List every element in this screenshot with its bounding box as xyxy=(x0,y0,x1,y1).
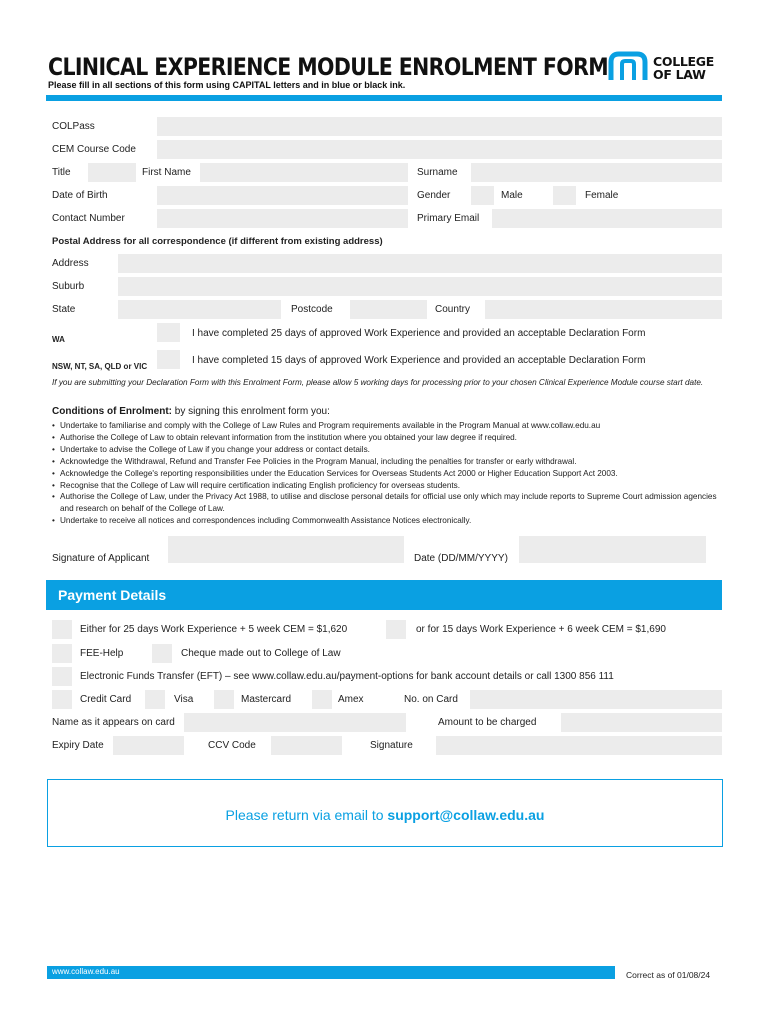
address-label: Address xyxy=(52,258,89,269)
college-logo-icon xyxy=(608,50,648,86)
postcode-field[interactable] xyxy=(350,300,427,319)
cem-code-label: CEM Course Code xyxy=(52,144,136,155)
dob-label: Date of Birth xyxy=(52,190,108,201)
conditions-heading xyxy=(52,406,330,417)
conditions-list xyxy=(52,420,722,527)
suburb-field[interactable] xyxy=(118,277,722,296)
country-field[interactable] xyxy=(485,300,722,319)
expiry-field[interactable] xyxy=(113,736,184,755)
visa-checkbox[interactable] xyxy=(145,690,165,709)
condition-item: • Undertake to receive all notices and correspondences including Commonwealth Assistance Notices electronically. xyxy=(52,515,722,527)
applicant-signature-label: Signature of Applicant xyxy=(52,553,150,564)
condition-item: • Undertake to advise the College of Law if you change your address or contact details. xyxy=(52,444,722,456)
form-subtitle: Please fill in all sections of this form using CAPITAL letters and in blue or black ink. xyxy=(48,80,406,90)
date-label: Date (DD/MM/YYYY) xyxy=(414,553,508,564)
condition-item: • Acknowledge the Withdrawal, Refund and Transfer Fee Policies in the Program Manual, including the penalties for transfer or early withdrawal. xyxy=(52,456,722,468)
option-15-days-checkbox[interactable] xyxy=(386,620,406,639)
eft-label: Electronic Funds Transfer (EFT) – see www.collaw.edu.au/payment-options for bank account details or call 1300 856 111 xyxy=(80,671,614,682)
mastercard-label: Mastercard xyxy=(241,694,292,705)
return-text: Please return via email to xyxy=(225,807,388,823)
email-label: Primary Email xyxy=(417,213,480,224)
logo-text-line1: COLLEGE xyxy=(653,54,714,69)
surname-label: Surname xyxy=(417,167,458,178)
ccv-field[interactable] xyxy=(271,736,342,755)
footer-url[interactable]: www.collaw.edu.au xyxy=(47,966,615,979)
postal-heading: Postal Address for all correspondence (if different from existing address) xyxy=(52,236,383,247)
contact-label: Contact Number xyxy=(52,213,125,224)
address-field[interactable] xyxy=(118,254,722,273)
other-states-checkbox[interactable] xyxy=(157,350,180,369)
title-label: Title xyxy=(52,167,71,178)
first-name-label: First Name xyxy=(142,167,191,178)
state-label: State xyxy=(52,304,76,315)
surname-field[interactable] xyxy=(471,163,722,182)
card-number-field[interactable] xyxy=(470,690,722,709)
state-field[interactable] xyxy=(118,300,281,319)
ccv-label: CCV Code xyxy=(208,740,256,751)
declaration-note: If you are submitting your Declaration Form with this Enrolment Form, please allow 5 working days for processing prior to your chosen Clinical Experience Module course start date. xyxy=(52,378,704,387)
dob-field[interactable] xyxy=(157,186,408,205)
colpass-field[interactable] xyxy=(157,117,722,136)
option-25-days-label: Either for 25 days Work Experience + 5 week CEM = $1,620 xyxy=(80,624,348,635)
card-number-label: No. on Card xyxy=(404,694,458,705)
payment-signature-field[interactable] xyxy=(436,736,722,755)
other-states-label: NSW, NT, SA, QLD or VIC xyxy=(52,362,148,371)
mastercard-checkbox[interactable] xyxy=(214,690,234,709)
eft-checkbox[interactable] xyxy=(52,667,72,686)
conditions-heading-rest: by signing this enrolment form you: xyxy=(172,406,330,417)
cem-code-field[interactable] xyxy=(157,140,722,159)
amex-checkbox[interactable] xyxy=(312,690,332,709)
footer-date: Correct as of 01/08/24 xyxy=(626,970,711,980)
amount-field[interactable] xyxy=(561,713,722,732)
postcode-label: Postcode xyxy=(291,304,333,315)
condition-item: • Acknowledge the College's reporting responsibilities under the Education Services for Overseas Students Act 2000 or Higher Education Support Act 2003. xyxy=(52,468,722,480)
form-title: CLINICAL EXPERIENCE MODULE ENROLMENT FORM xyxy=(48,53,609,81)
option-25-days-checkbox[interactable] xyxy=(52,620,72,639)
credit-card-label: Credit Card xyxy=(80,694,132,705)
support-email-link[interactable]: support@collaw.edu.au xyxy=(387,807,545,823)
email-field[interactable] xyxy=(492,209,722,228)
other-states-statement: I have completed 15 days of approved Work Experience and provided an acceptable Declaration Form xyxy=(192,355,646,366)
cheque-checkbox[interactable] xyxy=(152,644,172,663)
gender-label: Gender xyxy=(417,190,451,201)
condition-item: • Undertake to familiarise and comply with the College of Law Rules and Program requirements available in the Program Manual at www.collaw.edu.au xyxy=(52,420,722,432)
suburb-label: Suburb xyxy=(52,281,85,292)
applicant-signature-field[interactable] xyxy=(168,536,404,563)
expiry-label: Expiry Date xyxy=(52,740,104,751)
name-on-card-field[interactable] xyxy=(184,713,406,732)
condition-item: • Authorise the College of Law to obtain relevant information from the institution where you obtained your law degree if required. xyxy=(52,432,722,444)
amount-label: Amount to be charged xyxy=(438,717,537,728)
contact-field[interactable] xyxy=(157,209,408,228)
payment-signature-label: Signature xyxy=(370,740,413,751)
male-checkbox[interactable] xyxy=(471,186,494,205)
payment-details-heading: Payment Details xyxy=(46,580,722,610)
first-name-field[interactable] xyxy=(200,163,408,182)
return-instructions-box xyxy=(47,779,723,847)
credit-card-checkbox[interactable] xyxy=(52,690,72,709)
male-label: Male xyxy=(501,190,523,201)
option-15-days-label: or for 15 days Work Experience + 6 week CEM = $1,690 xyxy=(416,624,666,635)
condition-item: • Authorise the College of Law, under the Privacy Act 1988, to utilise and disclose personal details for official use only which may include reports to Supreme Court admission agencies and research on behalf of the College of Law. xyxy=(52,491,722,515)
colpass-label: COLPass xyxy=(52,121,95,132)
wa-label: WA xyxy=(52,335,65,344)
cheque-label: Cheque made out to College of Law xyxy=(181,648,341,659)
country-label: Country xyxy=(435,304,471,315)
conditions-heading-bold: Conditions of Enrolment: xyxy=(52,406,172,417)
fee-help-label: FEE-Help xyxy=(80,648,124,659)
date-field[interactable] xyxy=(519,536,706,563)
fee-help-checkbox[interactable] xyxy=(52,644,72,663)
title-field[interactable] xyxy=(88,163,136,182)
female-checkbox[interactable] xyxy=(553,186,576,205)
wa-checkbox[interactable] xyxy=(157,323,180,342)
amex-label: Amex xyxy=(338,694,364,705)
wa-statement: I have completed 25 days of approved Work Experience and provided an acceptable Declaration Form xyxy=(192,328,646,339)
logo-text-line2: OF LAW xyxy=(653,67,706,82)
female-label: Female xyxy=(585,190,619,201)
header-divider xyxy=(46,95,722,101)
visa-label: Visa xyxy=(174,694,194,705)
condition-item: • Recognise that the College of Law will require certification indicating English proficiency for overseas students. xyxy=(52,480,722,492)
name-on-card-label: Name as it appears on card xyxy=(52,717,175,728)
